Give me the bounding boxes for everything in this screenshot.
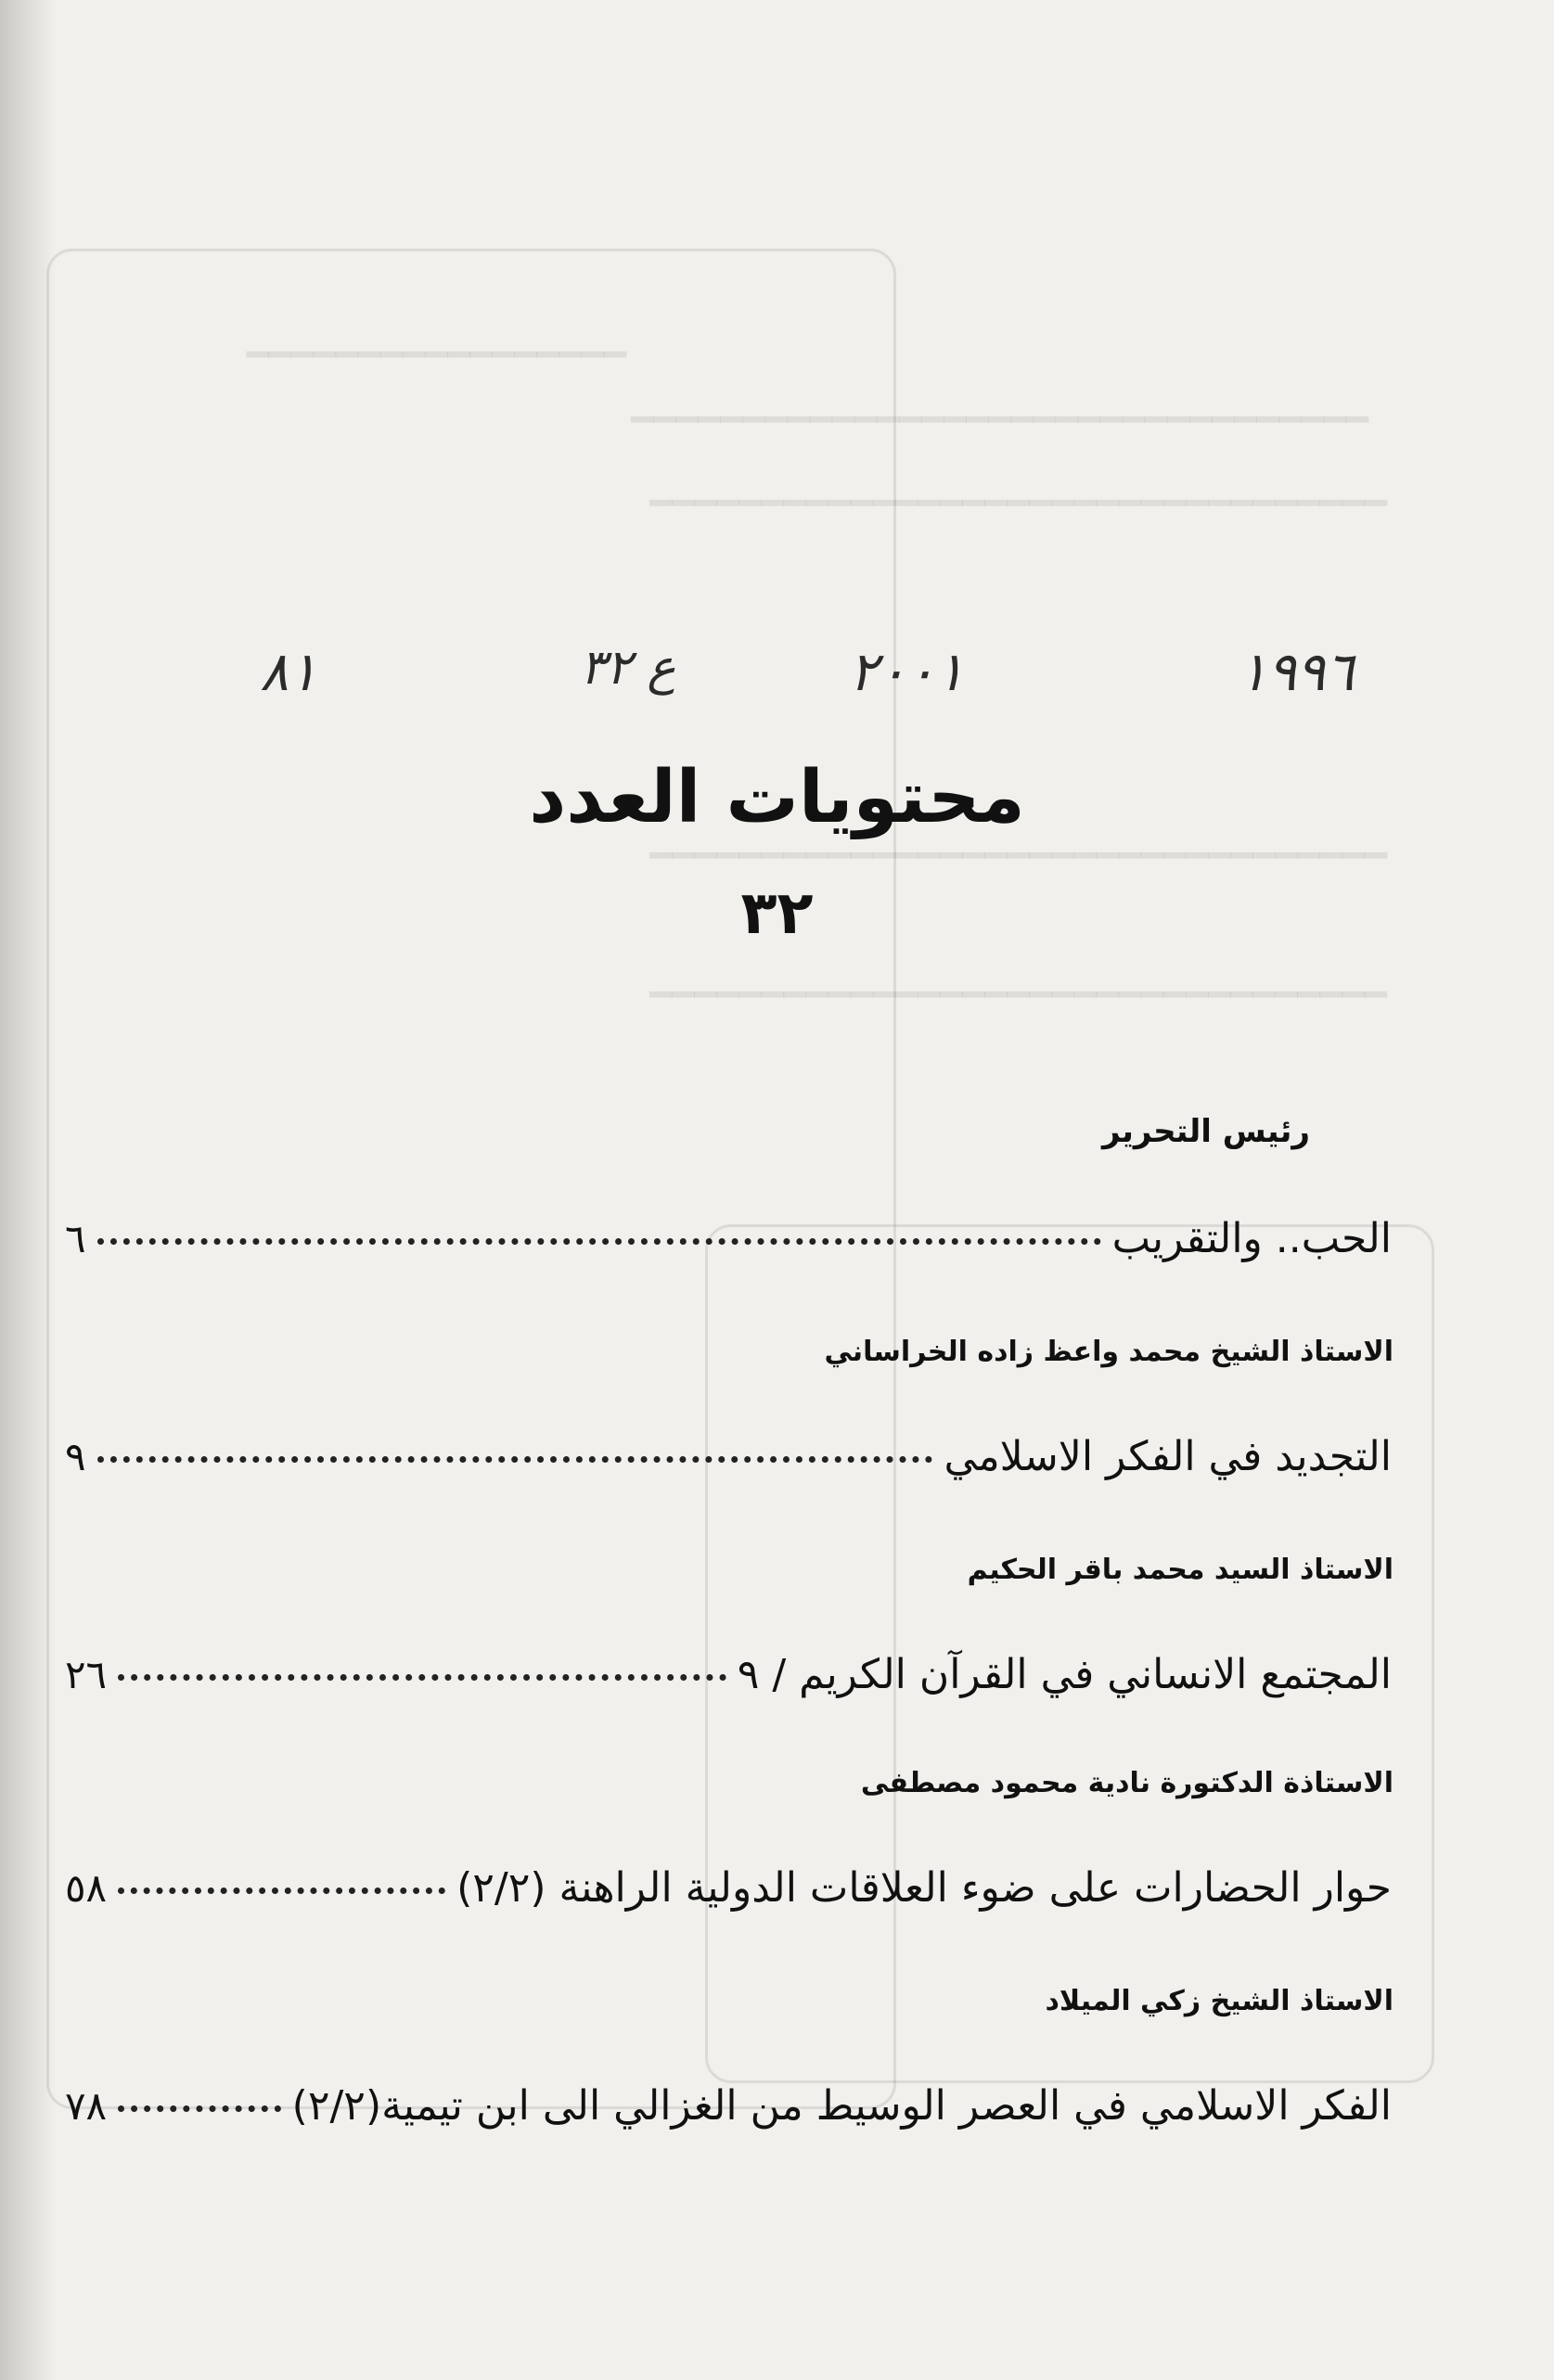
author-name: الاستاذة الدكتورة نادية محمود مصطفى (860, 1767, 1393, 1799)
show-through-text: ━━━━━━━━━━━━━━━━━━━━━━━━━━━━━━━━━ (649, 482, 1387, 525)
page-number: ٧٨ (65, 2083, 108, 2129)
handwritten-note: ٢٠٠١ (849, 640, 965, 703)
leader-dots (118, 1887, 445, 1894)
toc-entry[interactable] (65, 1433, 1392, 1498)
show-through-text: ━━━━━━━━━━━━━━━━━━━━━━━━━━━━━━━━━ (649, 835, 1387, 877)
author-name: الاستاذ السيد محمد باقر الحكيم (967, 1554, 1393, 1586)
handwritten-note: ٨١ (260, 640, 318, 703)
leader-dots (118, 2105, 281, 2112)
leader-dots (97, 1238, 1101, 1245)
leader-dots (97, 1456, 933, 1463)
author-name: الاستاذ الشيخ محمد واعظ زاده الخراساني (824, 1336, 1393, 1368)
entry-title: المجتمع الانساني في القرآن الكريم / ٩ (737, 1651, 1392, 1698)
handwritten-note: ع ٣٢ (580, 640, 676, 696)
toc-entry[interactable] (65, 1651, 1392, 1716)
toc-entry[interactable] (65, 1215, 1392, 1280)
entry-title: الفكر الاسلامي في العصر الوسيط من الغزالي الى ابن تيمية(٢/٢) (291, 2082, 1392, 2130)
leader-dots (118, 1674, 726, 1681)
toc-entry[interactable] (65, 2082, 1392, 2147)
page-number: ٥٨ (65, 1865, 108, 1911)
show-through-text: ━━━━━━━━━━━━━━━━━━━━━━━━━━━━━━━━━ (649, 974, 1387, 1017)
page-title: محتويات العدد (529, 756, 1025, 839)
issue-number: ٣٢ (740, 879, 814, 948)
page-number: ٦ (65, 1216, 86, 1261)
entry-title: الحب.. والتقريب (1111, 1215, 1392, 1262)
entry-title: حوار الحضارات على ضوء العلاقات الدولية الراهنة (٢/٢) (456, 1864, 1392, 1912)
handwritten-note: ١٩٩٦ (1239, 640, 1355, 703)
author-name: الاستاذ الشيخ زكي الميلاد (1045, 1985, 1393, 2017)
page-number: ٩ (65, 1434, 86, 1479)
toc-entry[interactable] (65, 1864, 1392, 1929)
editor-label: رئيس التحرير (1102, 1113, 1310, 1150)
entry-title: التجديد في الفكر الاسلامي (944, 1433, 1392, 1480)
show-through-text: ━━━━━━━━━━━━━━━━━ (246, 334, 626, 377)
show-through-text: ━━━━━━━━━━━━━━━━━━━━━━━━━━━━━━━━━ (631, 399, 1368, 441)
page-number: ٢٦ (65, 1652, 108, 1697)
